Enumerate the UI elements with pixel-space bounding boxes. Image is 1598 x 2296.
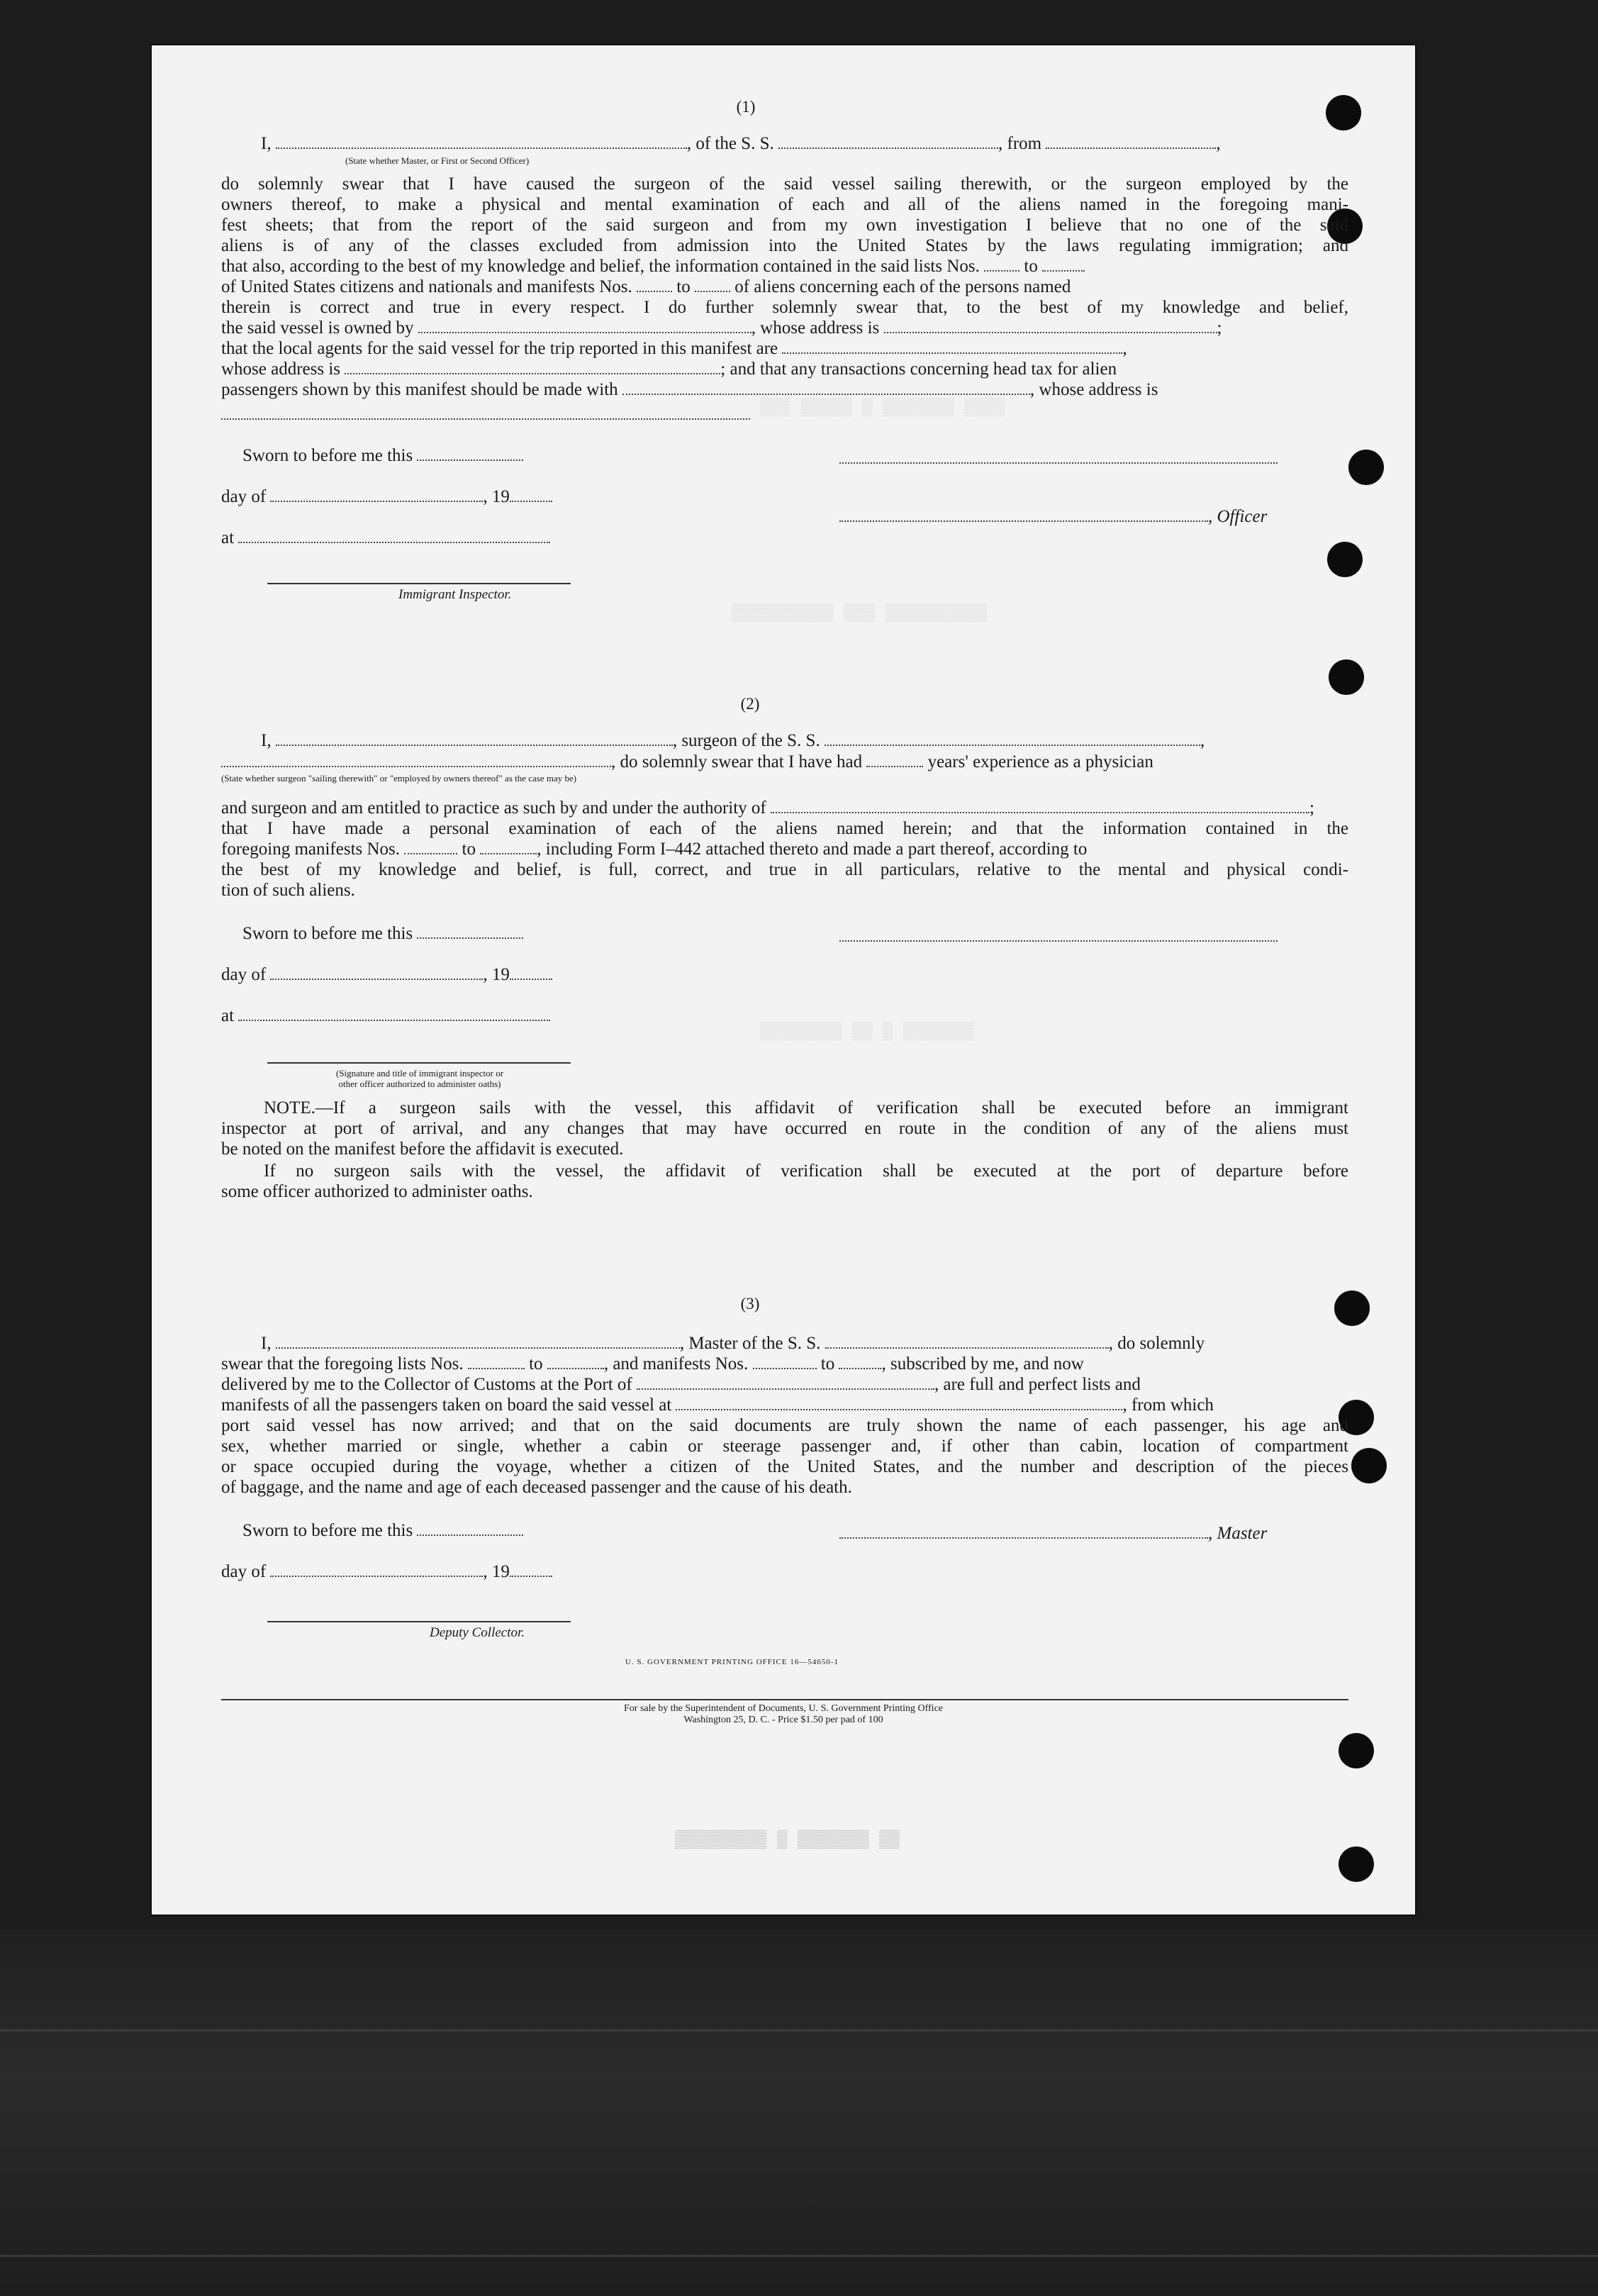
s3-body-line: of baggage, and the name and age of each deceased passenger and the cause of his death. xyxy=(221,1478,852,1497)
deputy-caption: Deputy Collector. xyxy=(430,1625,525,1640)
text: , from which xyxy=(1122,1395,1214,1415)
footer-rule xyxy=(221,1699,1348,1700)
s3-line-lists xyxy=(221,1354,1084,1375)
s3-master-signature xyxy=(839,1523,1267,1544)
text: I, xyxy=(261,731,272,750)
text: at xyxy=(221,528,235,547)
reverse-bleed-through: ▒▒▒ ▒▒▒▒▒ ▒ ▒▒▒▒▒▒▒ ▒▒▒▒ xyxy=(760,399,1005,418)
text: Sworn to before me this xyxy=(242,446,413,465)
surgeon-vessel-blank[interactable] xyxy=(825,732,1200,746)
month-blank[interactable] xyxy=(270,1563,483,1577)
gpo-imprint: U. S. GOVERNMENT PRINTING OFFICE 16—54650-1 xyxy=(625,1658,839,1666)
section-2-heading: (2) xyxy=(740,695,760,713)
s2-line-surgeon xyxy=(261,730,1205,752)
surgeon-status-blank[interactable] xyxy=(221,753,611,767)
s2-day-of xyxy=(221,964,552,986)
year-blank[interactable] xyxy=(510,966,552,980)
text: to xyxy=(462,840,476,859)
scan-line xyxy=(0,2255,1598,2257)
manifests-to-blank[interactable] xyxy=(695,278,730,292)
text: swear that the foregoing lists Nos. xyxy=(221,1354,464,1373)
punch-hole xyxy=(1351,1448,1387,1483)
inspector-caption: Immigrant Inspector. xyxy=(398,587,512,602)
s3-day-of xyxy=(221,1561,552,1583)
s1-passengers-line xyxy=(221,379,1158,401)
departure-port-blank[interactable] xyxy=(676,1396,1122,1410)
agents-blank[interactable] xyxy=(782,340,1122,354)
inspector-signature-line[interactable] xyxy=(267,583,571,584)
text: , Master of the S. S. xyxy=(679,1334,821,1353)
deputy-signature-line[interactable] xyxy=(267,1621,571,1622)
note-line: inspector at port of arrival, and any changes that may have occurred en route in the condition of any of the aliens must xyxy=(221,1119,1348,1138)
surgeon-signature-blank[interactable] xyxy=(839,940,1278,942)
s1-agents-line xyxy=(221,338,1127,360)
officer-signature-line[interactable] xyxy=(267,1062,571,1064)
lists-from-blank[interactable] xyxy=(984,257,1019,272)
master-vessel-blank[interactable] xyxy=(825,1334,1109,1349)
text: and surgeon and am entitled to practice as such by and under the authority of xyxy=(221,798,766,818)
s3-body-line: sex, whether married or single, whether a cabin or steerage passenger and, if other than cabin, location of compartment xyxy=(221,1437,1348,1456)
section-3-heading: (3) xyxy=(740,1295,760,1313)
reverse-bleed-through: ▒▒▒▒▒▒▒▒ ▒▒ ▒ ▒▒▒▒▒▒▒ xyxy=(760,1022,975,1042)
s1-owned-line xyxy=(221,318,1222,339)
text: of United States citizens and nationals and manifests Nos. xyxy=(221,277,632,296)
manifests-to-blank[interactable] xyxy=(839,1355,881,1369)
sworn-date-blank[interactable] xyxy=(417,925,523,939)
text: , do solemnly swear that I have had xyxy=(611,752,863,771)
text: , and manifests Nos. xyxy=(603,1354,749,1373)
scan-line xyxy=(0,2029,1598,2032)
s3-line-board xyxy=(221,1395,1214,1416)
reverse-bleed-through: ▒▒▒▒▒▒▒▒▒▒ ▒▒▒ ▒▒▒▒▒▒▒▒▒▒ xyxy=(732,604,988,623)
text: I, xyxy=(261,134,272,153)
officer-title-blank[interactable] xyxy=(839,508,1208,522)
text: , 19 xyxy=(483,487,510,506)
s1-body-line: fest sheets; that from the report of the said surgeon and from my own investigation I believe that no one of the said xyxy=(221,216,1348,235)
year-blank[interactable] xyxy=(510,488,552,502)
year-blank[interactable] xyxy=(510,1563,552,1577)
section-1-heading: (1) xyxy=(736,98,756,116)
text: that the local agents for the said vessel for the trip reported in this manifest are xyxy=(221,339,778,358)
s2-manifests-line xyxy=(221,839,1087,860)
punch-hole xyxy=(1326,95,1361,130)
port-blank[interactable] xyxy=(637,1376,934,1390)
s1-line-officer xyxy=(261,133,1221,155)
month-blank[interactable] xyxy=(270,966,483,980)
punch-hole xyxy=(1334,1291,1370,1326)
sale-notice xyxy=(150,1703,1417,1726)
s1-citizens-line xyxy=(221,277,1071,298)
s2-at xyxy=(221,1005,550,1027)
s2-body-line: tion of such aliens. xyxy=(221,881,355,900)
note-line: NOTE.—If a surgeon sails with the vessel, this affidavit of verification shall be executed before an immigrant xyxy=(264,1098,1348,1118)
text: ; and that any transactions concerning head tax for alien xyxy=(720,360,1117,379)
text: , do solemnly xyxy=(1108,1334,1205,1353)
text: foregoing manifests Nos. xyxy=(221,840,401,859)
text: delivered by me to the Collector of Customs at the Port of xyxy=(221,1375,632,1394)
owner-blank[interactable] xyxy=(418,319,751,333)
reverse-bleed-through: ▒▒▒▒▒▒▒▒▒ ▒ ▒▒▒▒▒▒▒ ▒▒ xyxy=(675,1831,900,1850)
manifests-from-blank[interactable] xyxy=(404,840,457,854)
s1-body-line: owners thereof, to make a physical and mental examination of each and all of the aliens named in the foregoing mani- xyxy=(221,195,1348,214)
text: , Master xyxy=(1208,1524,1268,1543)
text: , from xyxy=(998,134,1042,153)
signature-caption: (Signature and title of immigrant inspector or other officer authorized to administer oaths) xyxy=(335,1068,504,1089)
owner-address-blank[interactable] xyxy=(884,319,1217,333)
text: day of xyxy=(221,965,267,984)
s1-sworn xyxy=(242,445,523,467)
text: , including Form I–442 attached thereto and made a part thereof, according to xyxy=(537,840,1088,859)
place-blank[interactable] xyxy=(238,1007,550,1021)
s1-body-line: aliens is of any of the classes excluded from admission into the United States by the laws regulating immigration; and xyxy=(221,236,1348,255)
lists-from-blank[interactable] xyxy=(468,1355,525,1369)
text: , whose address is xyxy=(751,318,880,338)
s1-true-line: therein is correct and true in every respect. I do further solemnly swear that, to the best of my knowledge and belief, xyxy=(221,298,1348,317)
text: passengers shown by this manifest should be made with xyxy=(221,380,618,399)
s3-line-port xyxy=(221,1374,1141,1395)
lists-to-blank[interactable] xyxy=(547,1355,604,1369)
text: , subscribed by me, and now xyxy=(881,1354,1084,1373)
text: manifests of all the passengers taken on board the said vessel at xyxy=(221,1395,672,1415)
manifests-from-blank[interactable] xyxy=(637,278,672,292)
text: , xyxy=(1216,134,1221,153)
master-signature-blank[interactable] xyxy=(839,1525,1208,1539)
surgeon-name-blank[interactable] xyxy=(276,732,673,746)
master-name-blank[interactable] xyxy=(276,1334,680,1349)
s1-whose-line xyxy=(221,359,1117,380)
text: , xyxy=(1200,731,1205,750)
text: , are full and perfect lists and xyxy=(934,1375,1141,1394)
manifests-to-blank[interactable] xyxy=(480,840,537,854)
punch-hole xyxy=(1339,1846,1374,1882)
sale-line-2: Washington 25, D. C. - Price $1.50 per pad of 100 xyxy=(683,1715,883,1725)
punch-hole xyxy=(1339,1733,1374,1768)
s1-at xyxy=(221,528,550,549)
punch-hole xyxy=(1348,450,1384,485)
scanner-background xyxy=(0,1929,1598,2296)
punch-hole xyxy=(1329,659,1364,695)
s2-sworn xyxy=(242,923,523,944)
text: Sworn to before me this xyxy=(242,1521,413,1540)
text: whose address is xyxy=(221,360,341,379)
s1-lists-line xyxy=(221,256,1085,277)
text: , xyxy=(1122,339,1127,358)
text: , 19 xyxy=(483,965,510,984)
s3-sworn xyxy=(242,1520,523,1542)
s1-officer-title xyxy=(839,506,1267,528)
surgeon-caption: (State whether surgeon "sailing therewith" or "employed by owners thereof" as the case may be) xyxy=(221,773,577,784)
text: to xyxy=(676,277,691,296)
s3-body-line: port said vessel has now arrived; and that on the said documents are truly shown the name of each passenger, his age and xyxy=(221,1416,1348,1435)
s3-body-line: or space occupied during the voyage, whether a citizen of the United States, and the number and description of the pieces xyxy=(221,1457,1348,1476)
vessel-name-blank[interactable] xyxy=(778,135,998,149)
text: ; xyxy=(1309,798,1314,818)
s2-line-years xyxy=(221,752,1153,773)
from-port-blank[interactable] xyxy=(1046,135,1216,149)
text: at xyxy=(221,1006,235,1025)
manifest-affidavit-page xyxy=(150,44,1417,1916)
text: , whose address is xyxy=(1029,380,1158,399)
sworn-date-blank[interactable] xyxy=(417,447,523,461)
place-blank[interactable] xyxy=(238,529,550,543)
text: ; xyxy=(1217,318,1222,338)
s2-body-line: that I have made a personal examination of each of the aliens named herein; and that the information contained in the xyxy=(221,819,1348,838)
text: , 19 xyxy=(483,1562,510,1581)
note-line: If no surgeon sails with the vessel, the affidavit of verification shall be executed at the port of departure before xyxy=(264,1161,1348,1181)
officer-caption: (State whether Master, or First or Second Officer) xyxy=(345,155,530,166)
text: day of xyxy=(221,487,267,506)
sworn-date-blank[interactable] xyxy=(417,1522,523,1536)
s2-body-line: the best of my knowledge and belief, is full, correct, and true in all particulars, relative to the mental and physical condi- xyxy=(221,860,1348,879)
lists-to-blank[interactable] xyxy=(1042,257,1085,272)
s1-day-of xyxy=(221,486,552,508)
address-continuation-blank[interactable] xyxy=(221,418,750,420)
note-line: be noted on the manifest before the affidavit is executed. xyxy=(221,1139,624,1159)
head-tax-agent-blank[interactable] xyxy=(622,381,1030,395)
s3-line-master xyxy=(261,1333,1205,1354)
s1-body-line: do solemnly swear that I have caused the surgeon of the said vessel sailing therewith, or the surgeon employed by the xyxy=(221,174,1348,194)
note-line: some officer authorized to administer oaths. xyxy=(221,1182,533,1201)
text: Sworn to before me this xyxy=(242,924,413,943)
years-blank[interactable] xyxy=(866,753,923,767)
text: , of the S. S. xyxy=(686,134,774,153)
text: to xyxy=(529,1354,543,1373)
officer-signature-blank[interactable] xyxy=(839,462,1278,464)
text: to xyxy=(820,1354,835,1373)
text: I, xyxy=(261,1334,272,1353)
text: to xyxy=(1024,257,1038,276)
s2-line-authority xyxy=(221,798,1314,819)
text: of aliens concerning each of the persons named xyxy=(734,277,1071,296)
officer-name-blank[interactable] xyxy=(276,135,687,149)
authority-blank[interactable] xyxy=(771,799,1309,813)
month-blank[interactable] xyxy=(270,488,483,502)
text: years' experience as a physician xyxy=(927,752,1153,771)
manifests-from-blank[interactable] xyxy=(753,1355,817,1369)
text: , Officer xyxy=(1208,507,1268,526)
text: that also, according to the best of my knowledge and belief, the information contained in the said lists Nos. xyxy=(221,257,980,276)
text: the said vessel is owned by xyxy=(221,318,414,338)
punch-hole xyxy=(1327,542,1363,577)
agents-address-blank[interactable] xyxy=(345,360,720,374)
text: , surgeon of the S. S. xyxy=(672,731,820,750)
text: day of xyxy=(221,1562,267,1581)
sale-line-1: For sale by the Superintendent of Documents, U. S. Government Printing Office xyxy=(624,1703,943,1714)
